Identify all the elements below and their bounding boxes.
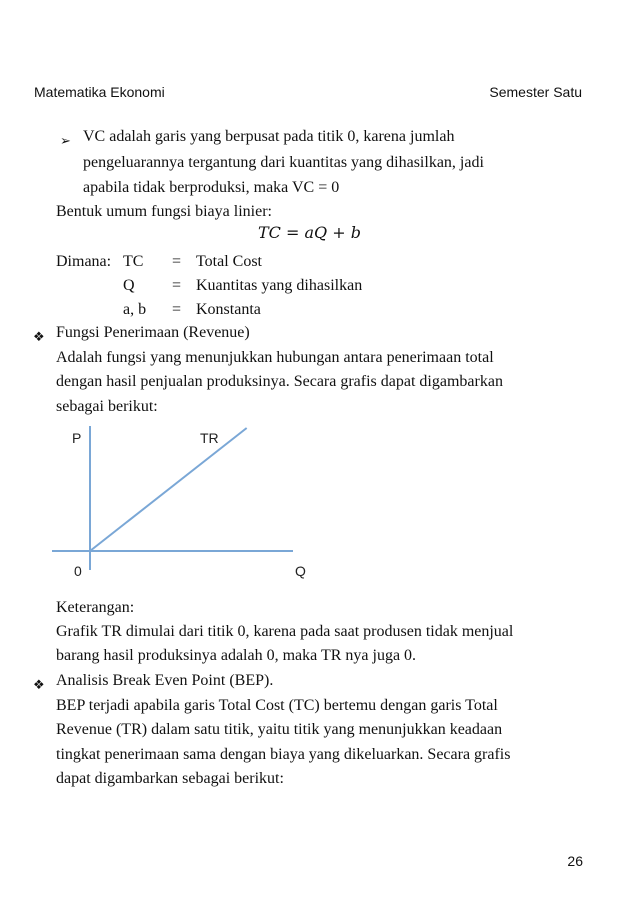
paragraph-line: tingkat penerimaan sama dengan biaya yang dikeluarkan. Secara grafis	[56, 746, 511, 763]
tr-chart	[50, 420, 320, 585]
diamond-bullet-icon: ❖	[33, 330, 45, 345]
arrow-bullet-icon: ➢	[60, 134, 71, 149]
dimana-sym-ab: a, b	[123, 301, 147, 318]
paragraph-line: dapat digambarkan sebagai berikut:	[56, 770, 284, 787]
paragraph-line: sebagai berikut:	[56, 398, 158, 415]
dimana-eq: =	[172, 253, 182, 270]
paragraph-line: Revenue (TR) dalam satu titik, yaitu titik yang menunjukkan keadaan	[56, 721, 503, 738]
tr-line	[90, 428, 247, 551]
diamond-bullet-icon: ❖	[33, 678, 45, 693]
dimana-desc-q: Kuantitas yang dihasilkan	[196, 277, 363, 294]
header-semester: Semester Satu	[489, 84, 582, 100]
dimana-eq: =	[172, 301, 182, 318]
paragraph-line: Adalah fungsi yang menunjukkan hubungan antara penerimaan total	[56, 349, 494, 366]
page-number: 26	[567, 853, 583, 869]
dimana-desc-ab: Konstanta	[196, 301, 261, 318]
dimana-sym-q: Q	[123, 277, 135, 294]
x-axis-label: Q	[295, 563, 306, 579]
y-axis-label: P	[72, 430, 82, 446]
paragraph-line: BEP terjadi apabila garis Total Cost (TC) bertemu dengan garis Total	[56, 697, 498, 714]
dimana-desc-tc: Total Cost	[196, 253, 262, 270]
paragraph-line: Grafik TR dimulai dari titik 0, karena pada saat produsen tidak menjual	[56, 623, 514, 640]
section-title-revenue: Fungsi Penerimaan (Revenue)	[56, 324, 250, 341]
dimana-eq: =	[172, 277, 182, 294]
series-label-tr: TR	[200, 430, 219, 446]
origin-label: 0	[74, 563, 82, 579]
keterangan-title: Keterangan:	[56, 599, 135, 616]
dimana-label: Dimana:	[56, 253, 112, 270]
paragraph-line: pengeluarannya tergantung dari kuantitas yang dihasilkan, jadi	[83, 154, 484, 171]
dimana-sym-tc: TC	[123, 253, 144, 270]
bentuk-umum-text: Bentuk umum fungsi biaya linier:	[56, 203, 272, 220]
paragraph-line: apabila tidak berproduksi, maka VC = 0	[83, 179, 340, 196]
paragraph-line: dengan hasil penjualan produksinya. Secara grafis dapat digambarkan	[56, 373, 503, 390]
paragraph-line: barang hasil produksinya adalah 0, maka TR nya juga 0.	[56, 647, 417, 664]
formula-tc: TC = aQ + b	[258, 223, 361, 242]
header-title: Matematika Ekonomi	[34, 84, 165, 100]
section-title-bep: Analisis Break Even Point (BEP).	[56, 672, 274, 689]
paragraph-line: VC adalah garis yang berpusat pada titik 0, karena jumlah	[83, 128, 455, 145]
